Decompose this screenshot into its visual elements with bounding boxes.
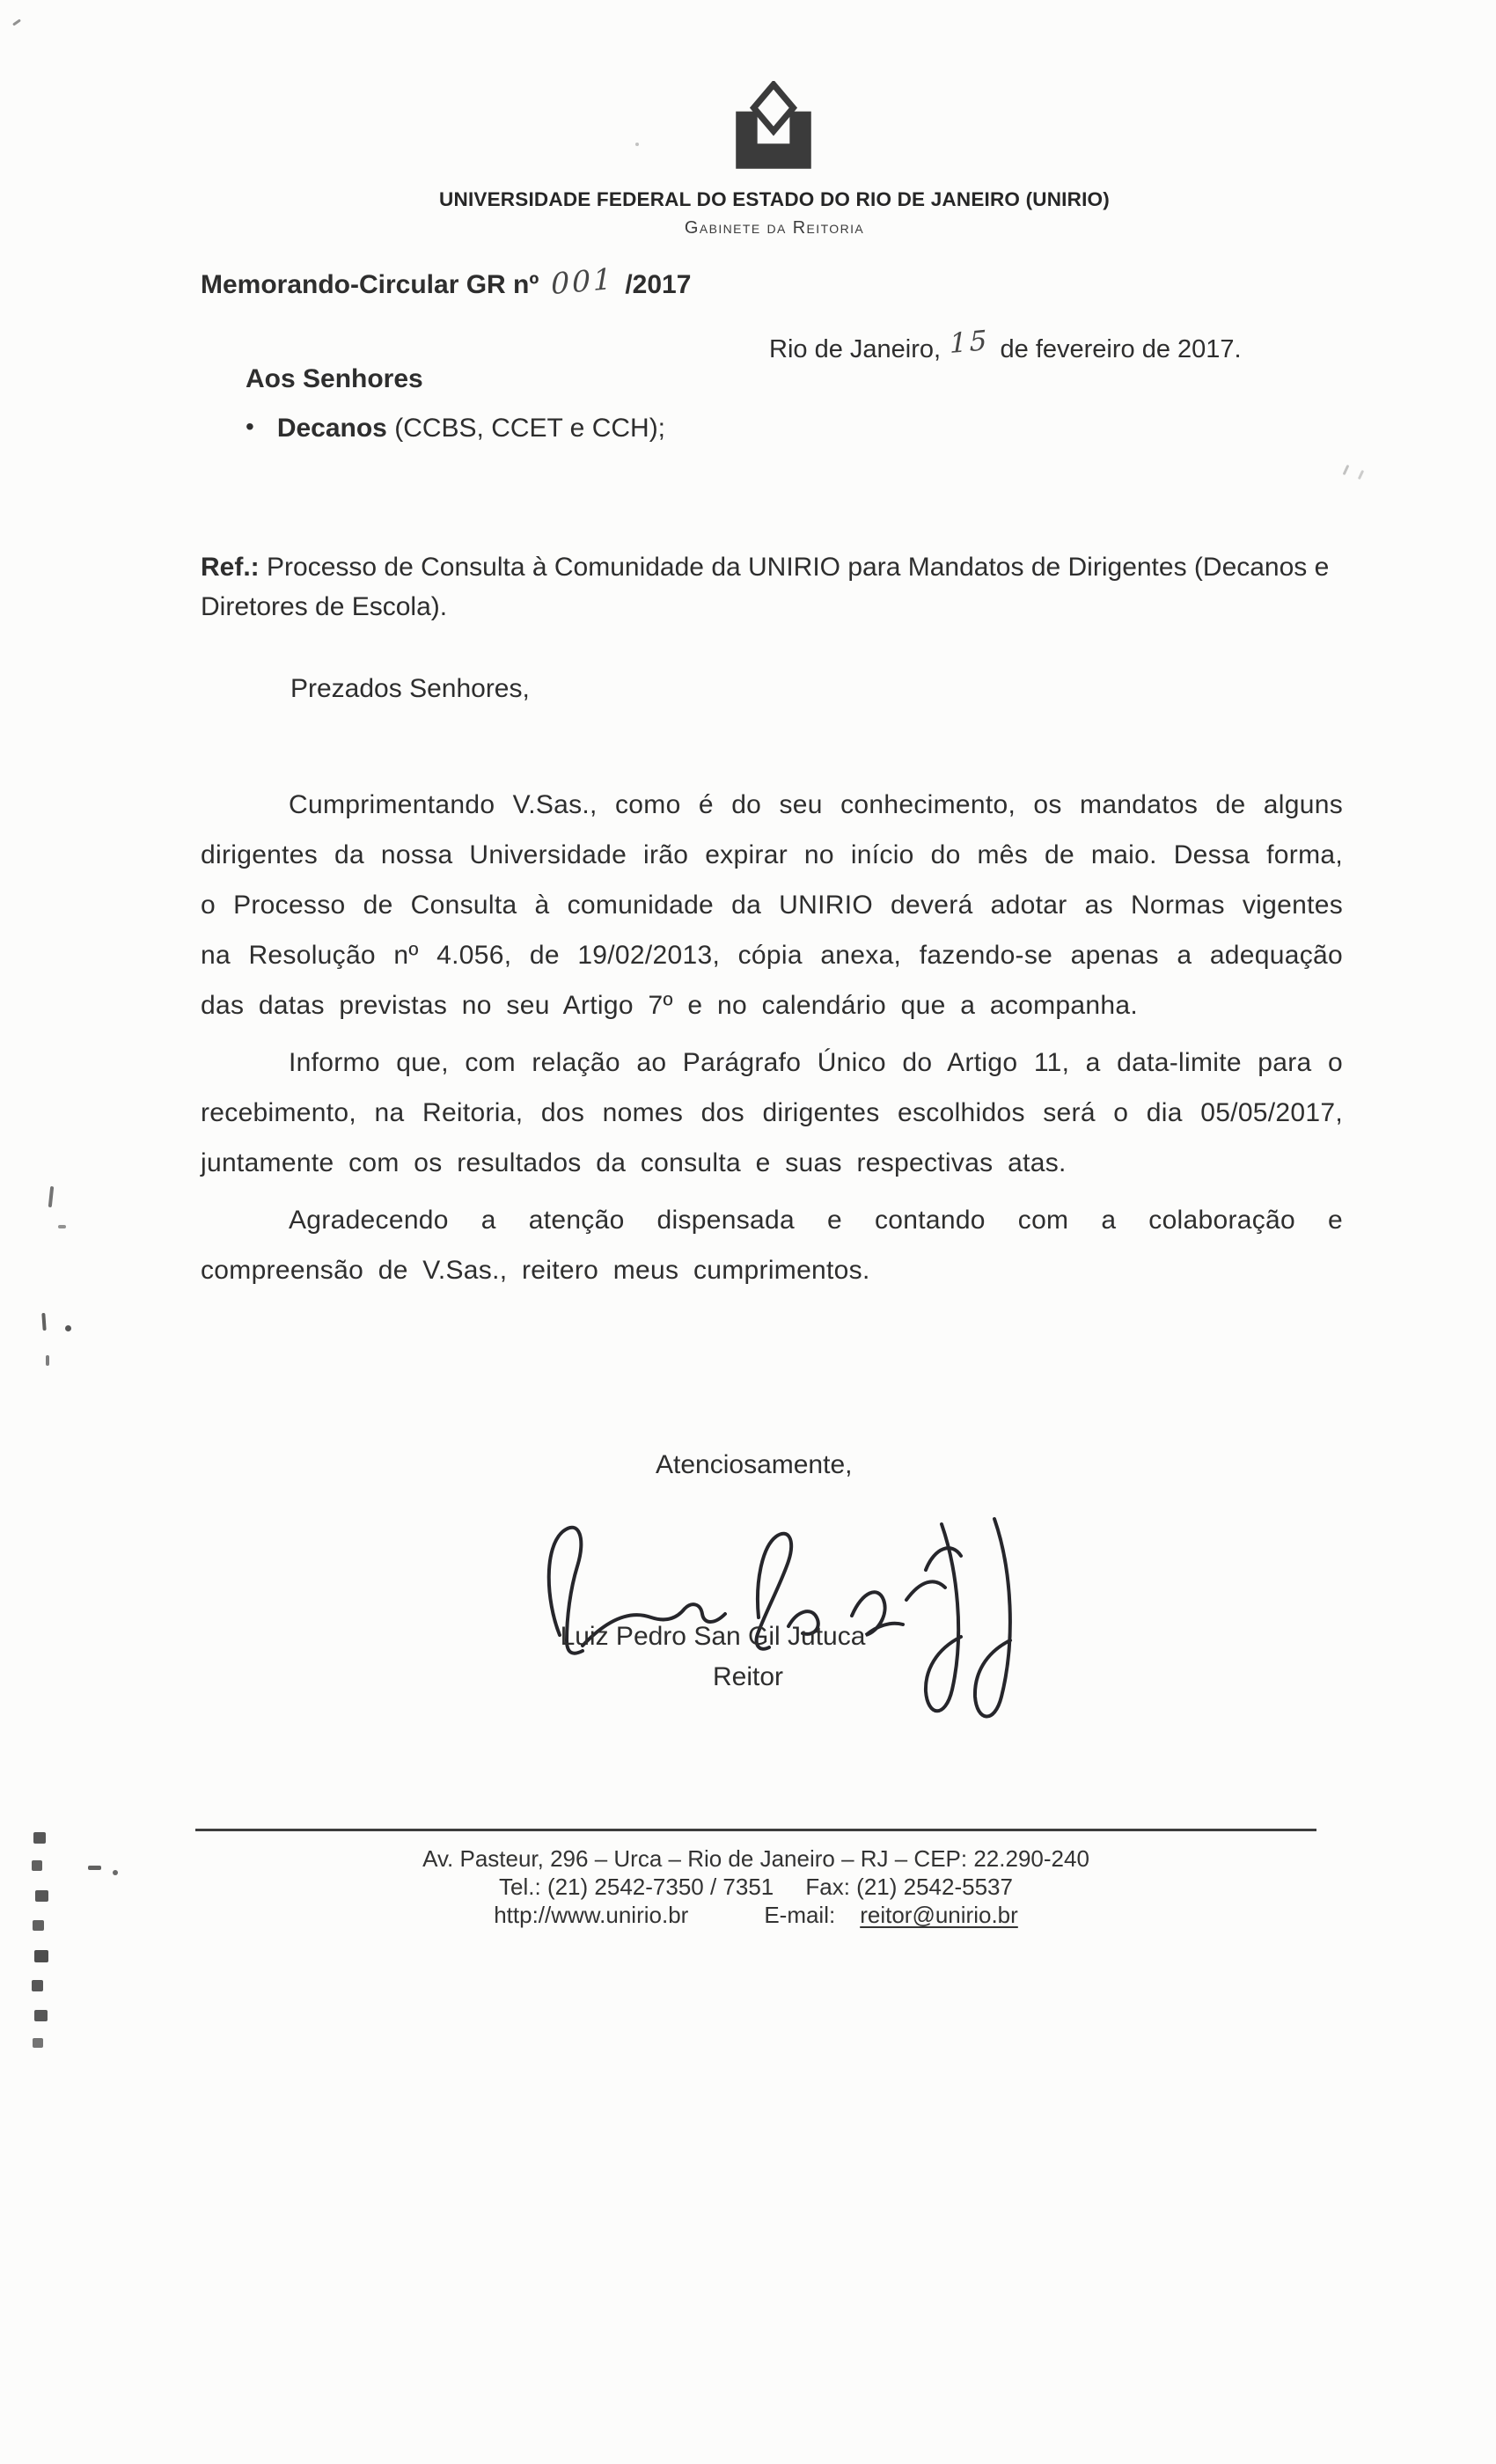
scan-artifact xyxy=(32,1980,43,1991)
footer-website: http://www.unirio.br xyxy=(494,1902,689,1928)
reference-label: Ref.: xyxy=(201,553,260,582)
dateline xyxy=(769,324,1242,364)
scan-artifact xyxy=(46,1355,49,1366)
footer-divider xyxy=(195,1829,1316,1831)
paragraph: Cumprimentando V.Sas., como é do seu conhecimento, os mandatos de alguns dirigentes da nossa Universidade irão expirar no início do mês de maio. Dessa forma, o Processo de Consulta à comunidade da UNIRIO deverá adotar as Normas vigentes na Resolução nº 4.056, de 19/02/2013, cópia anexa, fazendo-se apenas a adequação das datas previstas no seu Artigo 7º e no calendário que a acompanha. xyxy=(201,790,1343,1020)
memo-number-line xyxy=(201,260,692,302)
scan-artifact xyxy=(33,2038,43,2048)
unirio-logo-icon xyxy=(715,81,832,180)
scan-artifact xyxy=(1358,470,1364,480)
scan-artifact xyxy=(32,1860,42,1871)
scan-artifact xyxy=(48,1186,54,1207)
footer-phone: Tel.: (21) 2542-7350 / 7351 Fax: (21) 2542-5537 xyxy=(499,1874,1013,1900)
university-name: UNIVERSIDADE FEDERAL DO ESTADO DO RIO DE JANEIRO (UNIRIO) xyxy=(439,188,1110,210)
reference-text: Processo de Consulta à Comunidade da UNIRIO para Mandatos de Dirigentes (Decanos e Diretores de Escola). xyxy=(201,553,1330,621)
dateline-rest: de fevereiro de 2017. xyxy=(1000,335,1242,363)
dateline-city: Rio de Janeiro, xyxy=(769,335,942,363)
recipient-detail: (CCBS, CCET e CCH); xyxy=(386,414,666,443)
closing: Atenciosamente, xyxy=(656,1450,853,1479)
footer-email: reitor@unirio.br xyxy=(860,1902,1018,1928)
recipient-name: Decanos xyxy=(276,414,387,443)
reference-block xyxy=(201,547,1350,627)
footer-email-label: E-mail: xyxy=(764,1902,836,1928)
scan-artifact xyxy=(34,1950,48,1962)
bullet-icon: • xyxy=(246,413,254,440)
scan-artifact xyxy=(35,1890,48,1902)
scan-artifact xyxy=(41,1313,46,1331)
office-name: Gabinete da Reitoria xyxy=(684,218,865,238)
paragraph: Agradecendo a atenção dispensada e contando com a colaboração e compreensão de V.Sas., reitero meus cumprimentos. xyxy=(201,1206,1343,1285)
scan-artifact xyxy=(12,18,21,26)
recipient-item xyxy=(246,414,665,444)
date-day-handwritten: 15 xyxy=(949,324,990,361)
signature-icon xyxy=(528,1485,1100,1741)
signatory-name: Luiz Pedro San Gil Jutuca xyxy=(560,1622,866,1651)
memo-number-handwritten: 001 xyxy=(551,260,615,302)
recipients-heading: Aos Senhores xyxy=(246,364,423,393)
scan-artifact xyxy=(113,1870,118,1875)
signatory-title: Reitor xyxy=(712,1662,784,1691)
scan-artifact xyxy=(65,1325,71,1331)
scan-artifact xyxy=(635,143,639,146)
footer-web-line xyxy=(195,1902,1316,1929)
scan-artifact xyxy=(1343,465,1350,475)
scan-artifact xyxy=(58,1225,66,1228)
memo-year: /2017 xyxy=(625,270,692,299)
unirio-logo xyxy=(715,81,832,180)
salutation: Prezados Senhores, xyxy=(290,674,530,703)
scan-artifact xyxy=(33,1920,44,1931)
footer-address: Av. Pasteur, 296 – Urca – Rio de Janeiro – RJ – CEP: 22.290-240 xyxy=(422,1845,1089,1872)
body-text xyxy=(201,780,1343,1295)
scan-artifact xyxy=(88,1866,101,1870)
signature-handwriting xyxy=(528,1485,1100,1741)
scan-artifact xyxy=(34,2010,48,2021)
memo-label: Memorando-Circular GR nº xyxy=(201,270,539,299)
paragraph: Informo que, com relação ao Parágrafo Único do Artigo 11, a data-limite para o recebimento, na Reitoria, dos nomes dos dirigentes escolhidos será o dia 05/05/2017, juntamente com os resultados da consulta e suas respectivas atas. xyxy=(201,1048,1343,1177)
scan-artifact xyxy=(33,1832,46,1844)
